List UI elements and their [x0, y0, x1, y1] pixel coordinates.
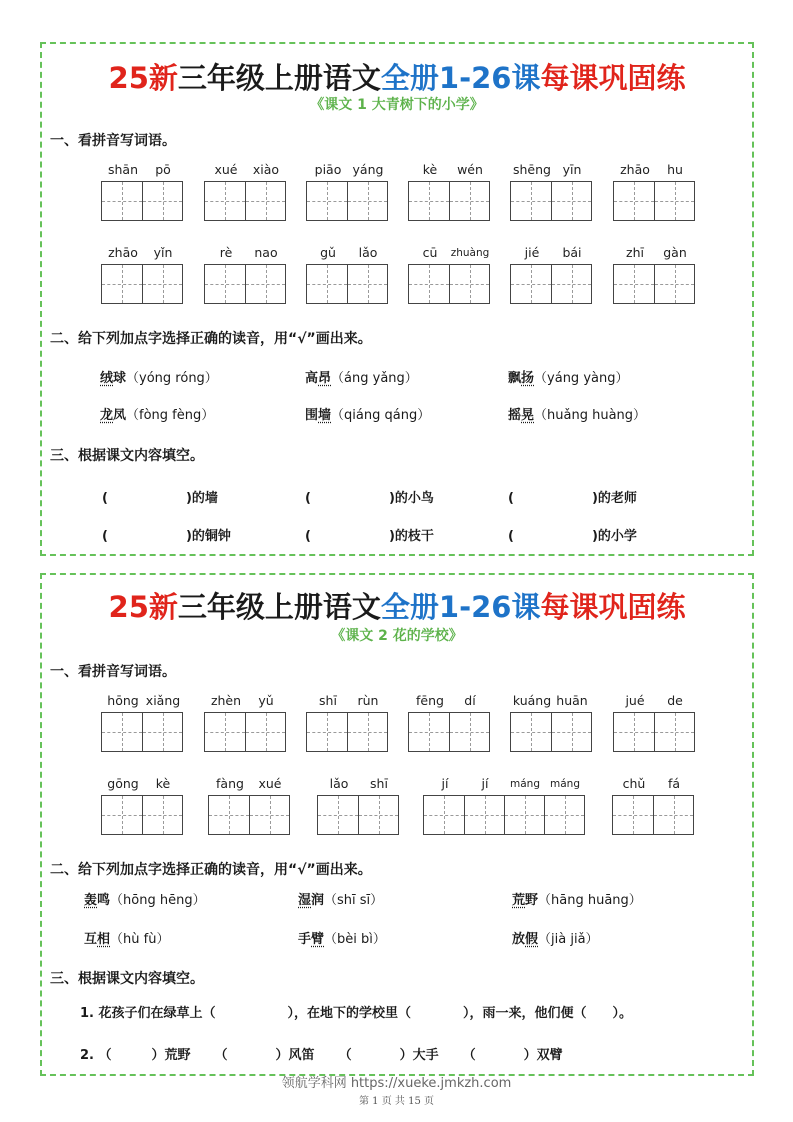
pinyin-label: wén — [457, 162, 483, 177]
pinyin-label: jué — [625, 693, 645, 708]
writing-grid[interactable] — [317, 795, 399, 835]
pinyin-label: shī — [319, 693, 337, 708]
writing-grid[interactable] — [510, 181, 592, 221]
writing-grid[interactable] — [208, 795, 290, 835]
writing-grid[interactable] — [510, 264, 592, 304]
pinyin-label: jí — [481, 776, 489, 791]
writing-grid[interactable] — [613, 264, 695, 304]
pinyin-label: kè — [155, 776, 171, 791]
writing-grid[interactable] — [408, 712, 490, 752]
section-heading: 一、看拼音写词语。 — [50, 664, 176, 680]
writing-grid[interactable] — [101, 264, 183, 304]
pronunciation-choice[interactable] — [84, 889, 206, 908]
fill-blank[interactable] — [102, 525, 231, 544]
pinyin-label: xiào — [252, 162, 280, 177]
dotted-char: 相 — [97, 932, 111, 947]
pinyin-label: rè — [219, 245, 233, 260]
word-part: 凤 — [113, 408, 127, 423]
pinyin-label: zhāo — [108, 245, 138, 260]
fill-sentence-1[interactable] — [80, 1002, 632, 1021]
pinyin-label: máng — [550, 778, 580, 790]
dotted-char: 绒 — [100, 371, 114, 386]
word-part: 球 — [113, 371, 127, 386]
pronunciation-choice[interactable] — [84, 928, 169, 947]
sentence-part: （ — [462, 1048, 476, 1063]
fill-blank[interactable] — [305, 487, 434, 506]
section-heading: 一、看拼音写词语。 — [50, 133, 176, 149]
pinyin-options: （hāng huāng） — [538, 893, 642, 908]
title-part: 25新 — [108, 61, 178, 95]
pinyin-options: （bèi bì） — [324, 932, 386, 947]
writing-grid[interactable] — [613, 181, 695, 221]
sentence-part: （ — [214, 1048, 228, 1063]
sentence-part: ）。 — [612, 1006, 633, 1021]
pinyin-label: yǐn — [153, 245, 173, 260]
pronunciation-choice[interactable] — [305, 367, 418, 386]
pinyin-label: gōng — [107, 776, 139, 791]
pinyin-label: yáng — [352, 162, 384, 177]
lesson-card-2 — [40, 573, 754, 1076]
pinyin-label: bái — [562, 245, 582, 260]
pinyin-label: zhāo — [620, 162, 650, 177]
writing-grid[interactable] — [612, 795, 694, 835]
lesson-subtitle: 《课文 2 花的学校》 — [331, 628, 463, 644]
pinyin-label: xiǎng — [145, 693, 181, 708]
title-part: 三年级上册语文 — [177, 61, 381, 95]
title-part: 三年级上册语文 — [177, 590, 381, 624]
pronunciation-choice[interactable] — [298, 928, 386, 947]
pinyin-label: shēng — [513, 162, 551, 177]
pinyin-options: （qiáng qáng） — [331, 408, 431, 423]
fill-blank[interactable] — [102, 487, 218, 506]
word-part: 飘 — [508, 371, 522, 386]
word-part: 野 — [525, 893, 539, 908]
dotted-char: 轰 — [84, 893, 98, 908]
sentence-part: ）大手 — [399, 1048, 439, 1063]
pinyin-label: máng — [510, 778, 540, 790]
pinyin-options: （huǎng huàng） — [534, 408, 647, 423]
fill-blank[interactable] — [508, 525, 637, 544]
word-part: 摇 — [508, 408, 522, 423]
writing-grid[interactable] — [510, 712, 592, 752]
blank-open: ( — [305, 491, 311, 506]
blank-open: ( — [102, 491, 108, 506]
writing-grid[interactable] — [408, 181, 490, 221]
writing-grid[interactable] — [101, 712, 183, 752]
pinyin-label: zhèn — [210, 693, 242, 708]
sentence-part: ），在地下的学校里（ — [287, 1006, 412, 1021]
writing-grid[interactable] — [204, 712, 286, 752]
sentence-part: ），雨一来，他们便（ — [463, 1006, 587, 1021]
pinyin-label: yīn — [562, 162, 582, 177]
blank-open: ( — [102, 529, 108, 544]
writing-grid[interactable] — [306, 181, 388, 221]
blank-close: )的墙 — [185, 491, 218, 506]
dotted-char: 昂 — [318, 371, 332, 386]
page-title — [42, 56, 752, 97]
writing-grid[interactable] — [408, 264, 490, 304]
pronunciation-choice[interactable] — [298, 889, 383, 908]
dotted-char: 龙 — [100, 408, 114, 423]
writing-grid[interactable] — [101, 181, 183, 221]
blank-open: ( — [305, 529, 311, 544]
pinyin-options: （hōng hēng） — [110, 893, 206, 908]
pinyin-options: （jià jiǎ） — [538, 932, 599, 947]
pinyin-label: jí — [441, 776, 449, 791]
word-part: 润 — [311, 893, 325, 908]
writing-grid[interactable] — [423, 795, 585, 835]
pinyin-label: fēng — [416, 693, 444, 708]
sentence-part: （ — [338, 1048, 352, 1063]
pinyin-label: fàng — [216, 776, 244, 791]
pinyin-label: zhī — [626, 245, 644, 260]
sentence-part: ）双臂 — [523, 1048, 563, 1063]
sentence-part: ）风笛 — [275, 1048, 315, 1063]
pinyin-options: （yóng róng） — [126, 371, 218, 386]
dotted-char: 假 — [525, 932, 539, 947]
pinyin-label: de — [667, 693, 683, 708]
pinyin-label: pō — [155, 162, 171, 177]
section-heading: 二、给下列加点字选择正确的读音，用“√”画出来。 — [50, 862, 372, 878]
pinyin-label: chǔ — [622, 776, 646, 791]
pinyin-options: （yáng yàng） — [534, 371, 629, 386]
pinyin-label: huān — [556, 693, 588, 708]
title-part: 每课巩固练 — [540, 61, 686, 95]
dotted-char: 臂 — [311, 932, 325, 947]
writing-grid[interactable] — [306, 712, 388, 752]
sentence-part: ）荒野 — [151, 1048, 191, 1063]
title-part: 全册1-26课 — [380, 61, 541, 95]
pinyin-options: （hù fù） — [110, 932, 170, 947]
pinyin-label: xué — [214, 162, 238, 177]
pronunciation-choice[interactable] — [512, 889, 642, 908]
word-part: 手 — [298, 932, 312, 947]
word-part: 高 — [305, 371, 319, 386]
footer-site: 领航学科网 https://xueke.jmkzh.com — [281, 1076, 512, 1091]
pinyin-options: （áng yǎng） — [331, 371, 418, 386]
pronunciation-choice[interactable] — [305, 404, 430, 423]
writing-grid[interactable] — [204, 181, 286, 221]
title-part: 每课巩固练 — [540, 590, 686, 624]
lesson-subtitle: 《课文 1 大青树下的小学》 — [310, 97, 484, 113]
page-title — [42, 585, 752, 626]
pinyin-label: hōng — [107, 693, 139, 708]
word-part: 围 — [305, 408, 319, 423]
pinyin-label: shī — [370, 776, 388, 791]
title-part: 25新 — [108, 590, 178, 624]
dotted-char: 墙 — [318, 408, 332, 423]
dotted-char: 晃 — [521, 408, 535, 423]
pinyin-label: fá — [667, 776, 681, 791]
title-part: 全册1-26课 — [380, 590, 541, 624]
fill-blank[interactable] — [508, 487, 637, 506]
blank-close: )的小学 — [591, 529, 637, 544]
pinyin-label: xué — [258, 776, 282, 791]
blank-close: )的枝干 — [388, 529, 434, 544]
dotted-char: 扬 — [521, 371, 535, 386]
pinyin-label: gàn — [663, 245, 687, 260]
pinyin-label: rùn — [357, 693, 379, 708]
lesson-card-1 — [40, 42, 754, 556]
writing-grid[interactable] — [101, 795, 183, 835]
pinyin-label: lǎo — [358, 245, 378, 260]
word-part: 鸣 — [97, 893, 111, 908]
sentence-part: 2. （ — [80, 1048, 112, 1063]
pronunciation-choice[interactable] — [508, 404, 646, 423]
pinyin-options: （shī sī） — [324, 893, 384, 908]
writing-grid[interactable] — [613, 712, 695, 752]
pinyin-label: lǎo — [329, 776, 349, 791]
fill-blank[interactable] — [305, 525, 434, 544]
pinyin-label: kuáng — [512, 693, 552, 708]
writing-grid[interactable] — [204, 264, 286, 304]
word-part: 放 — [512, 932, 526, 947]
pinyin-label: cū — [422, 245, 438, 260]
pinyin-options: （fòng fèng） — [126, 408, 215, 423]
pronunciation-choice[interactable] — [100, 404, 214, 423]
pronunciation-choice[interactable] — [100, 367, 218, 386]
dotted-char: 湿 — [298, 893, 312, 908]
pinyin-label: zhuàng — [450, 247, 490, 259]
pinyin-label: piāo — [314, 162, 342, 177]
pinyin-label: kè — [422, 162, 438, 177]
pinyin-label: yǔ — [258, 693, 274, 708]
pinyin-label: nao — [254, 245, 278, 260]
fill-sentence-2[interactable] — [80, 1044, 563, 1063]
section-heading: 三、根据课文内容填空。 — [50, 971, 204, 987]
dotted-char: 荒 — [512, 893, 526, 908]
pinyin-label: jié — [524, 245, 540, 260]
pinyin-label: gǔ — [320, 245, 336, 260]
word-part: 互 — [84, 932, 98, 947]
section-heading: 二、给下列加点字选择正确的读音，用“√”画出来。 — [50, 331, 372, 347]
blank-open: ( — [508, 529, 514, 544]
blank-close: )的老师 — [591, 491, 637, 506]
sentence-part: 1. 花孩子们在绿草上（ — [80, 1006, 216, 1021]
pronunciation-choice[interactable] — [508, 367, 628, 386]
writing-grid[interactable] — [306, 264, 388, 304]
section-heading: 三、根据课文内容填空。 — [50, 448, 204, 464]
pinyin-label: dí — [464, 693, 476, 708]
blank-close: )的小鸟 — [388, 491, 434, 506]
blank-close: )的铜钟 — [185, 529, 231, 544]
pinyin-label: hu — [667, 162, 683, 177]
blank-open: ( — [508, 491, 514, 506]
pronunciation-choice[interactable] — [512, 928, 599, 947]
footer-page-number: 第 1 页 共 15 页 — [359, 1096, 434, 1107]
pinyin-label: shān — [107, 162, 139, 177]
